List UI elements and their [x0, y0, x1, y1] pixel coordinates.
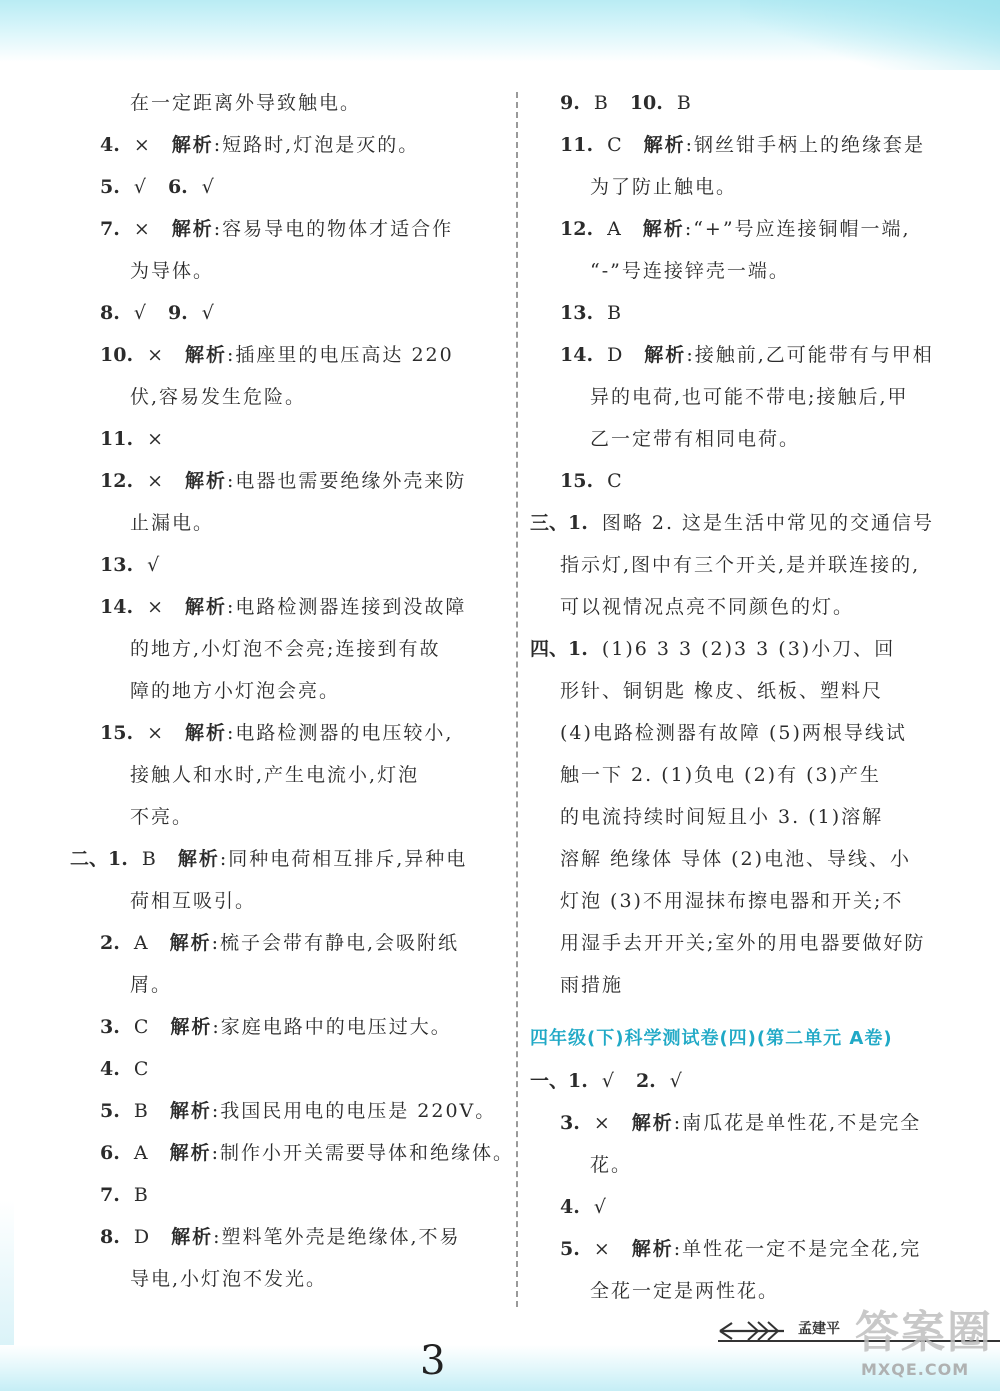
answer-text: :单性花一定不是完全花,完 [673, 1238, 922, 1260]
question-number: 15. [100, 722, 134, 744]
answer-text: :电器也需要绝缘外壳来防 [227, 470, 467, 492]
answer-mark: √ [201, 176, 214, 198]
analysis-label: 解析 [177, 848, 220, 870]
answer-line [100, 1216, 505, 1258]
answer-text: :接触前,乙可能带有与甲相 [686, 344, 934, 366]
watermark-title: 答案圈 [855, 1307, 993, 1358]
question-number: 一、1. [530, 1070, 588, 1092]
brand-text: 孟建平 [798, 1321, 840, 1337]
answer-mark: × [593, 1238, 610, 1260]
question-number: 14. [100, 596, 134, 618]
page-number: 3 [420, 1338, 446, 1384]
question-number: 三、1. [530, 512, 588, 534]
answer-mark: × [593, 1112, 610, 1134]
answer-text: (4)电路检测器有故障 (5)两根导线试 [560, 722, 907, 744]
answer-text: 伏,容易发生危险。 [130, 386, 307, 408]
answer-text: 止漏电。 [130, 512, 215, 534]
answer-mark: × [133, 134, 150, 156]
answer-line [530, 250, 970, 292]
question-number: 6. [167, 176, 188, 198]
column-divider [516, 92, 518, 1307]
answer-mark: √ [133, 176, 146, 198]
answer-text: 障的地方小灯泡会亮。 [130, 680, 341, 702]
answer-text: :插座里的电压高达 220 [227, 344, 454, 366]
answer-text: :我国民用电的电压是 220V。 [211, 1100, 497, 1122]
answer-line [530, 460, 970, 502]
answer-line [100, 1048, 505, 1090]
question-number: 10. [629, 92, 663, 114]
bottom-decor-band [0, 1345, 1000, 1391]
answer-line [530, 1102, 970, 1144]
answer-mark: D [133, 1226, 150, 1248]
answer-mark: A [607, 218, 621, 240]
question-number: 4. [100, 1058, 120, 1080]
answer-line [530, 1228, 970, 1270]
analysis-label: 解析 [643, 134, 686, 156]
answer-line [530, 586, 970, 628]
question-number: 3. [560, 1112, 580, 1134]
answer-line [530, 670, 970, 712]
answer-text: 全花一定是两性花。 [590, 1280, 780, 1302]
answer-line [100, 82, 505, 124]
answer-text: 在一定距离外导致触电。 [130, 92, 362, 114]
answer-line [530, 208, 970, 250]
watermark-url: MXQE.COM [861, 1360, 970, 1379]
question-number: 4. [100, 134, 120, 156]
answer-line [100, 1174, 505, 1216]
answer-line [100, 586, 505, 628]
answer-line [100, 334, 505, 376]
answer-line [530, 544, 970, 586]
answer-text: 为了防止触电。 [590, 176, 738, 198]
answer-mark: B [133, 1100, 148, 1122]
question-number: 13. [560, 302, 594, 324]
question-number: 9. [167, 302, 188, 324]
answer-line [530, 124, 970, 166]
question-number: 9. [560, 92, 580, 114]
answer-line [530, 376, 970, 418]
answer-text: :同种电荷相互排斥,异种电 [219, 848, 468, 870]
answer-line [100, 922, 505, 964]
top-decor-band [0, 0, 1000, 62]
answer-text: 灯泡 (3)不用湿抹布擦电器和开关;不 [560, 890, 904, 912]
answer-line [530, 1060, 970, 1102]
question-number: 7. [100, 1184, 120, 1206]
answer-text: :制作小开关需要导体和绝缘体。 [211, 1142, 514, 1164]
answer-text: 接触人和水时,产生电流小,灯泡 [130, 764, 420, 786]
answer-line [100, 1132, 514, 1174]
answer-text: (1)6 3 3 (2)3 3 (3)小刀、回 [601, 638, 896, 660]
answer-text: :钢丝钳手柄上的绝缘套是 [685, 134, 926, 156]
question-number: 5. [560, 1238, 580, 1260]
answer-line [530, 502, 970, 544]
answer-text: :短路时,灯泡是灭的。 [213, 134, 420, 156]
analysis-label: 解析 [169, 932, 212, 954]
question-number: 12. [100, 470, 134, 492]
analysis-label: 解析 [171, 1226, 214, 1248]
question-number: 2. [635, 1070, 656, 1092]
question-number: 5. [100, 176, 120, 198]
question-number: 5. [100, 1100, 120, 1122]
answer-line [530, 838, 970, 880]
analysis-label: 解析 [184, 344, 227, 366]
answer-text: 异的电荷,也可能不带电;接触后,甲 [590, 386, 909, 408]
answer-text: :电路检测器的电压较小, [227, 722, 454, 744]
analysis-label: 解析 [170, 1016, 213, 1038]
answer-line [100, 292, 505, 334]
answer-mark: × [147, 722, 163, 744]
answer-mark: B [607, 302, 622, 324]
answer-line [100, 250, 505, 292]
answer-line [100, 964, 505, 1006]
watermark [855, 1296, 995, 1386]
answer-line [100, 880, 505, 922]
answer-text: 荷相互吸引。 [130, 890, 257, 912]
answer-line [100, 670, 505, 712]
answer-line [530, 1186, 970, 1228]
question-number: 15. [560, 470, 594, 492]
answer-line [530, 82, 970, 124]
answer-line [530, 712, 970, 754]
answer-line [530, 1144, 970, 1186]
answer-text: 不亮。 [130, 806, 194, 828]
section-title: 四年级(下)科学测试卷(四)(第二单元 A卷) [530, 1028, 893, 1049]
answer-line [530, 166, 970, 208]
answer-mark: A [133, 932, 148, 954]
answer-text: :电路检测器连接到没故障 [227, 596, 467, 618]
spacer [530, 1006, 970, 1018]
question-number: 11. [560, 134, 594, 156]
answer-mark: √ [593, 1196, 606, 1218]
answer-text: 雨措施 [560, 974, 624, 996]
question-number: 6. [100, 1142, 120, 1164]
analysis-label: 解析 [169, 1100, 212, 1122]
answer-mark: D [607, 344, 623, 366]
answer-mark: C [133, 1058, 149, 1080]
answer-mark: B [593, 92, 608, 114]
answer-text: 用湿手去开开关;室外的用电器要做好防 [560, 932, 926, 954]
answer-mark: C [133, 1016, 149, 1038]
answer-text: 乙一定带有相同电荷。 [590, 428, 801, 450]
question-number: 四、1. [530, 638, 588, 660]
answer-line [100, 502, 505, 544]
answer-line [530, 334, 970, 376]
answer-text: :家庭电路中的电压过大。 [212, 1016, 452, 1038]
question-number: 3. [100, 1016, 120, 1038]
answer-line [100, 712, 505, 754]
answer-mark: × [147, 596, 163, 618]
answer-line [100, 796, 505, 838]
answer-line [530, 796, 970, 838]
answer-mark: B [676, 92, 691, 114]
answer-line [100, 124, 505, 166]
answer-line [530, 628, 970, 670]
analysis-label: 解析 [642, 218, 685, 240]
analysis-label: 解析 [184, 596, 227, 618]
answer-mark: × [133, 218, 150, 240]
answer-mark: √ [201, 302, 214, 324]
answer-line [100, 376, 505, 418]
answer-mark: C [607, 470, 622, 492]
answer-line [530, 964, 970, 1006]
answer-mark: √ [669, 1070, 682, 1092]
answer-mark: B [133, 1184, 148, 1206]
answer-line [100, 460, 505, 502]
analysis-label: 解析 [169, 1142, 212, 1164]
answer-text: 溶解 绝缘体 导体 (2)电池、导线、小 [560, 848, 912, 870]
question-number: 10. [100, 344, 134, 366]
answer-text: :南瓜花是单性花,不是完全 [673, 1112, 922, 1134]
answer-mark: × [147, 344, 163, 366]
answer-text: 触一下 2. (1)负电 (2)有 (3)产生 [560, 764, 882, 786]
answer-text: 导电,小灯泡不发光。 [130, 1268, 328, 1290]
answer-line [530, 418, 970, 460]
analysis-label: 解析 [171, 134, 214, 156]
answer-line [100, 1006, 505, 1048]
question-number: 8. [100, 1226, 120, 1248]
answer-mark: √ [601, 1070, 614, 1092]
answer-line [100, 208, 505, 250]
answer-line [100, 166, 505, 208]
analysis-label: 解析 [184, 470, 227, 492]
answer-line [530, 292, 970, 334]
answer-line [100, 418, 505, 460]
answer-line [70, 838, 505, 880]
question-number: 11. [100, 428, 134, 450]
answer-mark: B [141, 848, 156, 870]
answer-mark: √ [133, 302, 146, 324]
answer-text: 指示灯,图中有三个开关,是并联连接的, [560, 554, 921, 576]
analysis-label: 解析 [171, 218, 214, 240]
question-number: 二、1. [70, 848, 128, 870]
question-number: 4. [560, 1196, 580, 1218]
right-answer-column [530, 82, 970, 1312]
answer-text: :梳子会带有静电,会吸附纸 [211, 932, 460, 954]
question-number: 13. [100, 554, 134, 576]
answer-text: :容易导电的物体才适合作 [213, 218, 454, 240]
answer-line [100, 628, 505, 670]
answer-line [100, 1258, 505, 1300]
answer-mark: × [147, 428, 163, 450]
left-answer-column [70, 82, 514, 1300]
question-number: 12. [560, 218, 594, 240]
analysis-label: 解析 [184, 722, 227, 744]
question-number: 14. [560, 344, 594, 366]
answer-text: 图略 2. 这是生活中常见的交通信号 [601, 512, 935, 534]
analysis-label: 解析 [631, 1112, 674, 1134]
answer-line [100, 544, 505, 586]
question-number: 8. [100, 302, 120, 324]
answer-text: :“+”号应连接铜帽一端, [684, 218, 911, 240]
answer-text: 可以视情况点亮不同颜色的灯。 [560, 596, 855, 618]
answer-line [530, 754, 970, 796]
answer-line [100, 1090, 505, 1132]
answer-text: “-”号连接锌壳一端。 [590, 260, 790, 282]
answer-text: 形针、铜钥匙 橡皮、纸板、塑料尺 [560, 680, 884, 702]
answer-line [100, 754, 505, 796]
answer-mark: A [133, 1142, 148, 1164]
answer-text: 屑。 [130, 974, 173, 996]
analysis-label: 解析 [644, 344, 687, 366]
answer-text: 的地方,小灯泡不会亮;连接到有故 [130, 638, 441, 660]
answer-mark: C [607, 134, 622, 156]
answer-text: :塑料笔外壳是绝缘体,不易 [213, 1226, 461, 1248]
answer-text: 的电流持续时间短且小 3. (1)溶解 [560, 806, 884, 828]
answer-text: 为导体。 [130, 260, 215, 282]
answer-mark: √ [147, 554, 160, 576]
question-number: 7. [100, 218, 120, 240]
answer-text: 花。 [590, 1154, 633, 1176]
answer-line [530, 922, 970, 964]
answer-line [530, 880, 970, 922]
answer-mark: × [147, 470, 163, 492]
question-number: 2. [100, 932, 120, 954]
analysis-label: 解析 [631, 1238, 674, 1260]
